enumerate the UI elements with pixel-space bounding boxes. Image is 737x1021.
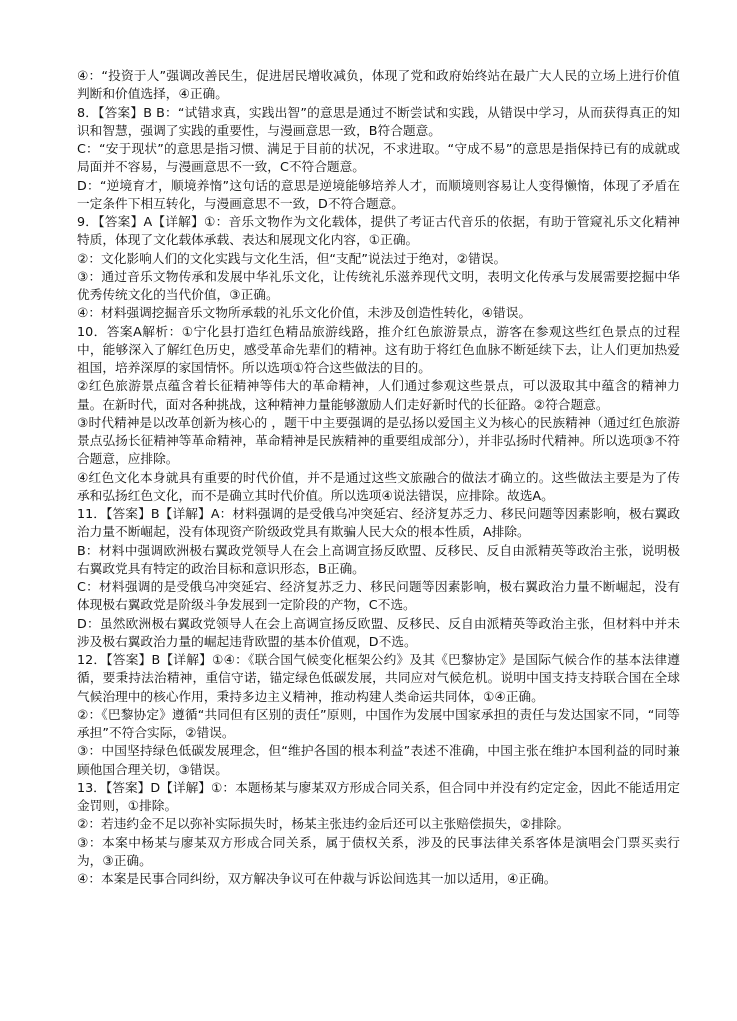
paragraph-q12-item2: ②：《巴黎协定》遵循“共同但有区别的责任”原则，中国作为发展中国家承担的责任与发达国家不同，“同等承担”不符合实际，②错误。 bbox=[77, 706, 680, 740]
paragraph-q8-option-d: D：“逆境育才，顺境养惰”这句话的意思是逆境能够培养人才，而顺境则容易让人变得懒惰，体现了矛盾在一定条件下相互转化，与漫画意思不一致，D不符合题意。 bbox=[77, 177, 680, 211]
paragraph-q11-answer: 11．【答案】B【详解】A：材料强调的是受俄乌冲突延宕、经济复苏乏力、移民问题等因素影响，极右翼政治力量不断崛起，没有体现资产阶级政党具有欺骗人民大众的根本性质，A排除。 bbox=[77, 506, 680, 540]
paragraph-q8-answer: 8．【答案】B B：“试错求真，实践出智”的意思是通过不断尝试和实践，从错误中学习，从而获得真正的知识和智慧，强调了实践的重要性，与漫画意思一致，B符合题意。 bbox=[77, 104, 680, 138]
paragraph-q10-item3: ③时代精神是以改革创新为核心的 ，题干中主要强调的是弘扬以爱国主义为核心的民族精神（通过红色旅游景点弘扬长征精神等革命精神，革命精神是民族精神的重要组成部分），并非弘扬时代精神。所以选项③不符合题意，应排除。 bbox=[77, 414, 680, 467]
paragraph-q13-answer: 13．【答案】D【详解】①：本题杨某与廖某双方形成合同关系，但合同中并没有约定定金，因此不能适用定金罚则，①排除。 bbox=[77, 779, 680, 813]
document-page bbox=[77, 67, 680, 888]
paragraph-q13-item4: ④：本案是民事合同纠纷，双方解决争议可在仲裁与诉讼间选其一加以适用，④正确。 bbox=[77, 871, 557, 886]
paragraph-q9-item2: ②：文化影响人们的文化实践与文化生活，但“支配”说法过于绝对，②错误。 bbox=[77, 250, 507, 266]
paragraph-q13-item2: ②：若违约金不足以弥补实际损失时，杨某主张违约金后还可以主张赔偿损失，②排除。 bbox=[77, 816, 570, 832]
paragraph-q9-item4: ④：材料强调挖掘音乐文物所承载的礼乐文化价值，未涉及创造性转化，④错误。 bbox=[77, 305, 532, 321]
paragraph-q11-option-d: D：虽然欧洲极右翼政党领导人在会上高调宣扬反欧盟、反移民、反自由派精英等政治主张，但材料中并未涉及极右翼政治力量的崛起违背欧盟的基本价值观，D不选。 bbox=[77, 615, 680, 649]
paragraph-q7-item4: ④：“投资于人”强调改善民生，促进居民增收减负，体现了党和政府始终站在最广大人民的立场上进行价值判断和价值选择，④正确。 bbox=[77, 68, 680, 102]
paragraph-q8-option-c: C：“安于现状”的意思是指习惯、满足于目前的状况，不求进取。“守成不易”的意思是指保持已有的成就或局面并不容易，与漫画意思不一致，C不符合题意。 bbox=[77, 141, 680, 175]
paragraph-q13-item3: ③：本案中杨某与廖某双方形成合同关系，属于债权关系，涉及的民事法律关系客体是演唱会门票买卖行为，③正确。 bbox=[77, 834, 680, 868]
paragraph-q9-item3: ③：通过音乐文物传承和发展中华礼乐文化，让传统礼乐滋养现代文明，表明文化传承与发展需要挖掘中华优秀传统文化的当代价值，③正确。 bbox=[77, 268, 680, 302]
paragraph-q10-answer: 10．答案A解析：①宁化县打造红色精品旅游线路，推介红色旅游景点，游客在参观这些红色景点的过程中，能够深入了解红色历史，感受革命先辈们的精神。这有助于将红色血脉不断延续下去，让人们更加热爱祖国，培养深厚的家国情怀。所以选项①符合这些做法的目的。 bbox=[77, 323, 680, 375]
paragraph-q12-answer: 12．【答案】B【详解】①④：《联合国气候变化框架公约》及其《巴黎协定》是国际气候合作的基本法律遵循，要秉持法治精神，重信守诺，锚定绿色低碳发展，共同应对气候危机。说明中国支持支持联合国在全球气候治理中的核心作用，秉持多边主义精神，推动构建人类命运共同体，①④正确。 bbox=[77, 652, 680, 704]
paragraph-q9-answer: 9．【答案】A【详解】①：音乐文物作为文化载体，提供了考证古代音乐的依据，有助于管窥礼乐文化精神特质，体现了文化载体承载、表达和展现文化内容，①正确。 bbox=[77, 214, 680, 248]
paragraph-q11-option-c: C：材料强调的是受俄乌冲突延宕、经济复苏乏力、移民问题等因素影响，极右翼政治力量不断崛起，没有体现极右翼政党是阶级斗争发展到一定阶段的产物，C不选。 bbox=[77, 579, 680, 613]
paragraph-q10-item4: ④红色文化本身就具有重要的时代价值，并不是通过这些文旅融合的做法才确立的。这些做法主要是为了传承和弘扬红色文化，而不是确立其时代价值。所以选项④说法错误，应排除。故选A。 bbox=[77, 469, 680, 503]
paragraph-q10-item2: ②红色旅游景点蕴含着长征精神等伟大的革命精神，人们通过参观这些景点，可以汲取其中蕴含的精神力量。在新时代，面对各种挑战，这种精神力量能够激励人们走好新时代的长征路。②符合题意。 bbox=[77, 378, 680, 412]
paragraph-q11-option-b: B：材料中强调欧洲极右翼政党领导人在会上高调宣扬反欧盟、反移民、反自由派精英等政治主张，说明极右翼政党具有特定的政治目标和意识形态，B正确。 bbox=[77, 542, 680, 576]
paragraph-q12-item3: ③：中国坚持绿色低碳发展理念，但“维护各国的根本利益”表述不准确，中国主张在维护本国利益的同时兼顾他国合理关切，③错误。 bbox=[77, 743, 680, 777]
